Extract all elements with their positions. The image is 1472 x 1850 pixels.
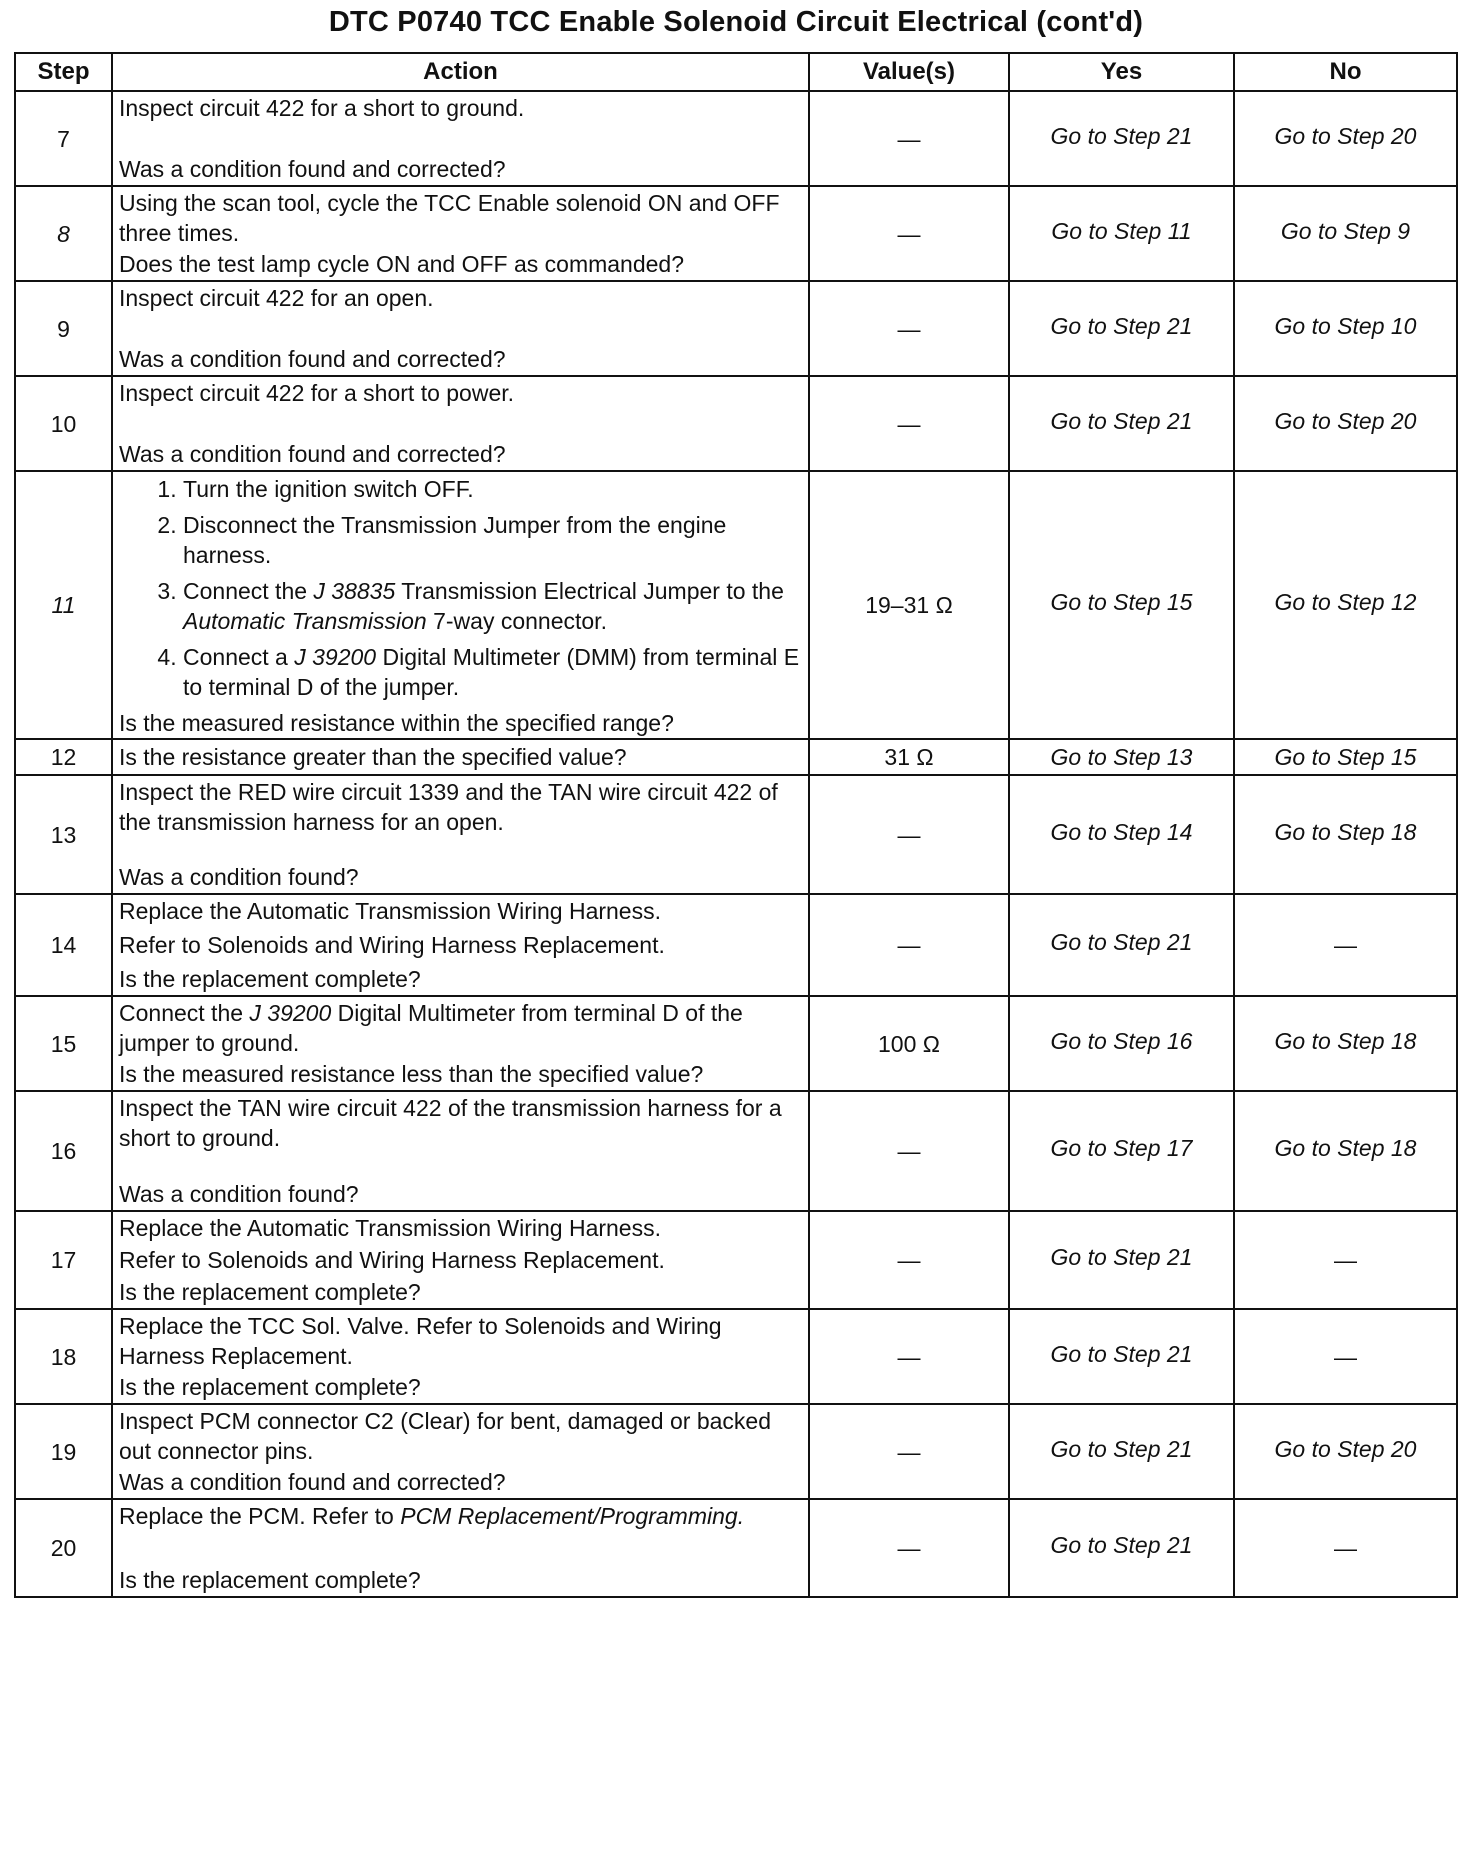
- header-step: Step: [15, 53, 112, 91]
- no-cell: Go to Step 9: [1234, 186, 1457, 281]
- action-text: Inspect PCM connector C2 (Clear) for bent, damaged or backed out connector pins.: [119, 1408, 771, 1464]
- step-number: 18: [15, 1309, 112, 1404]
- yes-cell: Go to Step 21: [1009, 281, 1234, 376]
- action-text: Replace the PCM. Refer to PCM Replacement/Programming.: [119, 1503, 745, 1529]
- table-row: [15, 775, 1457, 894]
- action-question: Was a condition found and corrected?: [119, 156, 506, 182]
- action-question: Is the replacement complete?: [119, 1279, 421, 1305]
- no-cell: Go to Step 18: [1234, 775, 1457, 894]
- step-number: 15: [15, 996, 112, 1091]
- step-number: 13: [15, 775, 112, 894]
- value-cell: —: [809, 91, 1009, 186]
- action-text: Inspect the TAN wire circuit 422 of the transmission harness for a short to ground.: [119, 1095, 782, 1151]
- action-cell: [112, 91, 809, 186]
- procedure-list: [119, 474, 802, 702]
- list-item: 4. Connect a J 39200 Digital Multimeter (DMM) from terminal E to terminal D of the jumper.: [183, 642, 802, 702]
- diagnostic-table: [14, 52, 1458, 1598]
- value-cell: —: [809, 894, 1009, 996]
- yes-cell: Go to Step 21: [1009, 894, 1234, 996]
- header-action: Action: [112, 53, 809, 91]
- header-values: Value(s): [809, 53, 1009, 91]
- step-number: 14: [15, 894, 112, 996]
- action-question: Was a condition found?: [119, 864, 359, 890]
- value-cell: 31 Ω: [809, 739, 1009, 775]
- yes-cell: Go to Step 21: [1009, 1404, 1234, 1499]
- value-cell: —: [809, 1309, 1009, 1404]
- page-title: DTC P0740 TCC Enable Solenoid Circuit Electrical (cont'd): [328, 6, 1144, 38]
- action-question: Is the measured resistance less than the specified value?: [119, 1061, 704, 1087]
- action-text: Inspect circuit 422 for a short to power.: [119, 380, 515, 406]
- list-item: 3. Connect the J 38835 Transmission Electrical Jumper to the Automatic Transmission 7-way connector.: [183, 576, 802, 636]
- action-text: Refer to Solenoids and Wiring Harness Replacement.: [119, 1247, 665, 1273]
- no-cell: Go to Step 20: [1234, 91, 1457, 186]
- list-item: 1. Turn the ignition switch OFF.: [183, 474, 802, 504]
- action-question: Was a condition found and corrected?: [119, 441, 506, 467]
- action-cell: [112, 186, 809, 281]
- table-row: [15, 894, 1457, 996]
- no-cell: Go to Step 10: [1234, 281, 1457, 376]
- yes-cell: Go to Step 16: [1009, 996, 1234, 1091]
- step-number: 10: [15, 376, 112, 471]
- yes-cell: Go to Step 21: [1009, 1211, 1234, 1309]
- action-cell: [112, 894, 809, 996]
- value-cell: —: [809, 186, 1009, 281]
- value-cell: —: [809, 1211, 1009, 1309]
- yes-cell: Go to Step 11: [1009, 186, 1234, 281]
- table-row: [15, 739, 1457, 775]
- action-question: Is the resistance greater than the specified value?: [112, 739, 809, 775]
- no-cell: —: [1234, 1211, 1457, 1309]
- action-text: Inspect the RED wire circuit 1339 and the TAN wire circuit 422 of the transmission harness for an open.: [119, 779, 778, 835]
- action-question: Is the measured resistance within the specified range?: [119, 710, 674, 736]
- step-number: 7: [15, 91, 112, 186]
- value-cell: —: [809, 376, 1009, 471]
- action-question: Is the replacement complete?: [119, 966, 421, 992]
- yes-cell: Go to Step 21: [1009, 91, 1234, 186]
- no-cell: Go to Step 18: [1234, 996, 1457, 1091]
- table-row: [15, 186, 1457, 281]
- no-cell: —: [1234, 894, 1457, 996]
- value-cell: 19–31 Ω: [809, 471, 1009, 739]
- step-number: 16: [15, 1091, 112, 1211]
- value-cell: —: [809, 1499, 1009, 1597]
- table-row: [15, 281, 1457, 376]
- action-text: Inspect circuit 422 for a short to ground.: [119, 95, 525, 121]
- value-cell: 100 Ω: [809, 996, 1009, 1091]
- action-text: Using the scan tool, cycle the TCC Enable solenoid ON and OFF three times.: [119, 190, 780, 246]
- table-row: [15, 1499, 1457, 1597]
- yes-cell: Go to Step 21: [1009, 1499, 1234, 1597]
- no-cell: Go to Step 12: [1234, 471, 1457, 739]
- header-no: No: [1234, 53, 1457, 91]
- action-cell: [112, 1404, 809, 1499]
- table-row: [15, 1211, 1457, 1309]
- step-number: 19: [15, 1404, 112, 1499]
- value-cell: —: [809, 1091, 1009, 1211]
- action-text: Refer to Solenoids and Wiring Harness Replacement.: [119, 932, 665, 958]
- action-question: Was a condition found?: [119, 1181, 359, 1207]
- action-text: Replace the TCC Sol. Valve. Refer to Solenoids and Wiring Harness Replacement.: [119, 1313, 722, 1369]
- action-cell: [112, 775, 809, 894]
- action-text: Replace the Automatic Transmission Wiring Harness.: [119, 1215, 661, 1241]
- action-text: Inspect circuit 422 for an open.: [119, 285, 434, 311]
- step-number: 20: [15, 1499, 112, 1597]
- no-cell: Go to Step 18: [1234, 1091, 1457, 1211]
- value-cell: —: [809, 775, 1009, 894]
- action-cell: [112, 1211, 809, 1309]
- yes-cell: Go to Step 21: [1009, 1309, 1234, 1404]
- no-cell: —: [1234, 1309, 1457, 1404]
- action-question: Does the test lamp cycle ON and OFF as commanded?: [119, 251, 685, 277]
- no-cell: Go to Step 20: [1234, 1404, 1457, 1499]
- step-number: 9: [15, 281, 112, 376]
- action-cell: [112, 1309, 809, 1404]
- table-row: [15, 1091, 1457, 1211]
- action-cell: [112, 1499, 809, 1597]
- action-cell: [112, 1091, 809, 1211]
- table-header-row: [15, 53, 1457, 91]
- table-row: [15, 91, 1457, 186]
- action-question: Is the replacement complete?: [119, 1374, 421, 1400]
- table-row: [15, 376, 1457, 471]
- yes-cell: Go to Step 17: [1009, 1091, 1234, 1211]
- yes-cell: Go to Step 15: [1009, 471, 1234, 739]
- value-cell: —: [809, 1404, 1009, 1499]
- table-row: [15, 1404, 1457, 1499]
- value-cell: —: [809, 281, 1009, 376]
- action-question: Is the replacement complete?: [119, 1567, 421, 1593]
- no-cell: Go to Step 15: [1234, 739, 1457, 775]
- action-question: Was a condition found and corrected?: [119, 346, 506, 372]
- yes-cell: Go to Step 14: [1009, 775, 1234, 894]
- no-cell: —: [1234, 1499, 1457, 1597]
- action-text: Connect the J 39200 Digital Multimeter from terminal D of the jumper to ground.: [119, 1000, 743, 1056]
- table-row: [15, 996, 1457, 1091]
- step-number: 12: [15, 739, 112, 775]
- action-text: Replace the Automatic Transmission Wiring Harness.: [119, 898, 661, 924]
- action-cell: [112, 996, 809, 1091]
- table-row: [15, 471, 1457, 739]
- header-yes: Yes: [1009, 53, 1234, 91]
- list-item: 2. Disconnect the Transmission Jumper from the engine harness.: [183, 510, 802, 570]
- action-cell: [112, 376, 809, 471]
- table-row: [15, 1309, 1457, 1404]
- step-number: 11: [15, 471, 112, 739]
- action-question: Was a condition found and corrected?: [119, 1469, 506, 1495]
- yes-cell: Go to Step 21: [1009, 376, 1234, 471]
- action-cell: [112, 471, 809, 739]
- yes-cell: Go to Step 13: [1009, 739, 1234, 775]
- step-number: 17: [15, 1211, 112, 1309]
- step-number: 8: [15, 186, 112, 281]
- action-cell: [112, 281, 809, 376]
- no-cell: Go to Step 20: [1234, 376, 1457, 471]
